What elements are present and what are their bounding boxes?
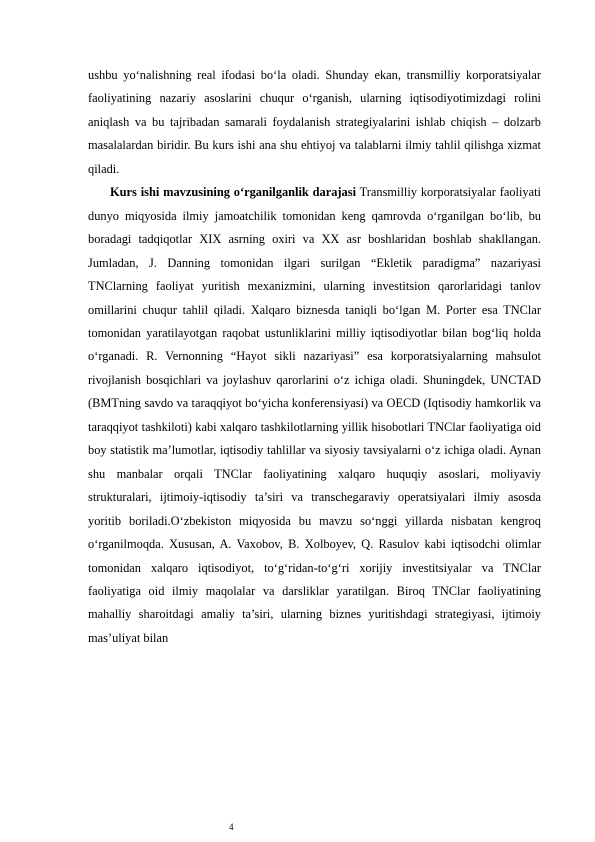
body-text (88, 64, 541, 650)
page-number: 4 (229, 822, 234, 832)
paragraph-literature-review (88, 181, 541, 650)
paragraph-body: Transmilliy korporatsiyalar faoliyati dunyo miqyosida ilmiy jamoatchilik tomonidan keng qamrovda o‘rganilgan bo‘lib, bu boradagi tadqiqotlar XIX asrning oxiri va XX asr boshlaridan boshlab shakllangan. Jumladan, J. Danning tomonidan ilgari surilgan “Ekletik paradigma” nazariyasi TNClarning faoliyat yuritish mexanizmini, ularning investitsion qarorlaridagi tanlov omillarini chuqur tahlil qiladi. Xalqaro biznesda taniqli bo‘lgan M. Porter esa TNClar tomonidan yaratilayotgan raqobat ustunliklarini milliy iqtisodiyotlar bilan bog‘liq holda o‘rganadi. R. Vernonning “Hayot sikli nazariyasi” esa korporatsiyalarning mahsulot rivojlanish bosqichlari va joylashuv qarorlarini o‘z ichiga oladi. Shuningdek, UNCTAD (BMTning savdo va taraqqiyot bo‘yicha konferensiyasi) va OECD (Iqtisodiy hamkorlik va taraqqiyot tashkiloti) kabi xalqaro tashkilotlarning yillik hisobotlari TNClar faoliyatiga oid boy statistik ma’lumotlar, iqtisodiy tahlillar va siyosiy tavsiyalarni o‘z ichiga oladi. Aynan shu manbalar orqali TNClar faoliyatining xalqaro huquqiy asoslari, moliyaviy strukturalari, ijtimoiy-iqtisodiy ta’siri va transchegaraviy operatsiyalari ilmiy asosda yoritib boriladi.O‘zbekiston miqyosida bu mavzu so‘nggi yillarda nisbatan kengroq o‘rganilmoqda. Xususan, A. Vaxobov, B. Xolboyev, Q. Rasulov kabi iqtisodchi olimlar tomonidan xalqaro iqtisodiyot, to‘g‘ridan-to‘g‘ri xorijiy investitsiyalar va TNClar faoliyatiga oid ilmiy maqolalar va darsliklar yaratilgan. Biroq TNClar faoliyatining mahalliy sharoitdagi amaliy ta’siri, ularning biznes yuritishdagi strategiyasi, ijtimoiy mas’uliyat bilan (88, 185, 541, 645)
inline-heading: Kurs ishi mavzusining o‘rganilganlik darajasi (110, 185, 357, 200)
paragraph-continuation: ushbu yo‘nalishning real ifodasi bo‘la oladi. Shunday ekan, transmilliy korporatsiyalar faoliyatining nazariy asoslarini chuqur o‘rganish, ularning iqtisodiyotimizdagi rolini aniqlash va bu tajribadan samarali foydalanish strategiyalarini ishlab chiqish – dolzarb masalalardan biridir. Bu kurs ishi ana shu ehtiyoj va talablarni ilmiy tahlil qilishga xizmat qiladi. (88, 68, 541, 176)
